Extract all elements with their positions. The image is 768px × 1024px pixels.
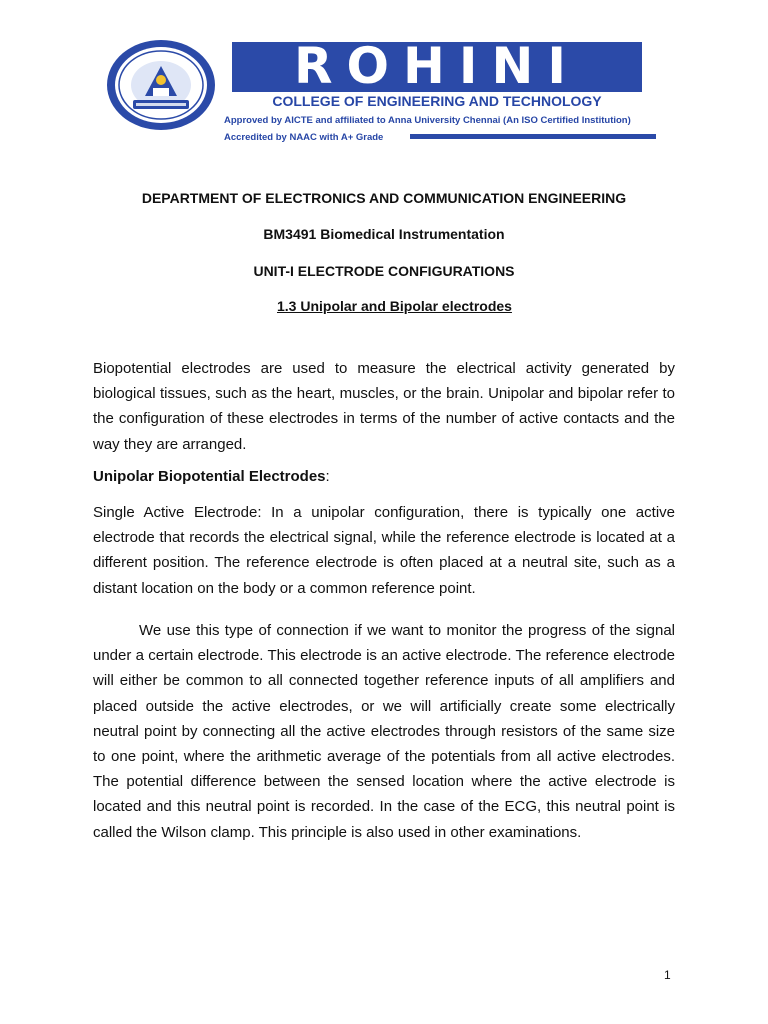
header-divider-bar	[410, 134, 656, 139]
page-number: 1	[664, 968, 671, 982]
unit-title: UNIT-I ELECTRODE CONFIGURATIONS	[253, 263, 515, 279]
intro-paragraph: Biopotential electrodes are used to measure the electrical activity generated by biological tissues, such as the heart, muscles, or the brain. Unipolar and bipolar refer to the configuration of these electrodes in terms of the number of active contacts and the way they are arranged.	[93, 360, 675, 453]
college-seal-logo	[105, 38, 217, 132]
single-active-electrode-paragraph: Single Active Electrode: In a unipolar configuration, there is typically one active electrode that records the electrical signal, while the reference electrode is located at a different position. The reference electrode is often placed at a neutral site, such as a distant location on the body or a common reference point.	[93, 504, 675, 597]
unipolar-heading-text: Unipolar Biopotential Electrodes	[93, 468, 326, 485]
brand-name: ROHINI	[294, 37, 580, 95]
course-code: BM3491	[263, 226, 317, 242]
connection-usage-paragraph: We use this type of connection if we want to monitor the progress of the signal under a certain electrode. This electrode is an active electrode. The reference electrode will either be common to all connected together reference inputs of all amplifiers and placed outside the active electrodes, or we will artificially create some electrically neutral point by connecting all the active electrodes through resistors of the same size to one point, where the arithmetic average of the potentials from all active electrodes. The potential difference between the sensed location where the active electrode is located and this neutral point is recorded. In the case of the ECG, this neutral point is called the Wilson clamp. This principle is also used in other examinations.	[93, 622, 675, 841]
accreditation-text: Accredited by NAAC with A+ Grade	[224, 132, 384, 143]
course-name: Biomedical Instrumentation	[320, 226, 505, 242]
unipolar-heading	[93, 468, 330, 485]
brand-banner	[232, 37, 642, 95]
college-name: COLLEGE OF ENGINEERING AND TECHNOLOGY	[272, 93, 602, 109]
approval-text: Approved by AICTE and affiliated to Anna University Chennai (An ISO Certified Institution)	[224, 115, 631, 126]
department-title: DEPARTMENT OF ELECTRONICS AND COMMUNICATION ENGINEERING	[141, 190, 627, 206]
unipolar-heading-colon: :	[325, 468, 330, 485]
section-title: 1.3 Unipolar and Bipolar electrodes	[277, 298, 512, 314]
course-title	[0, 226, 768, 242]
